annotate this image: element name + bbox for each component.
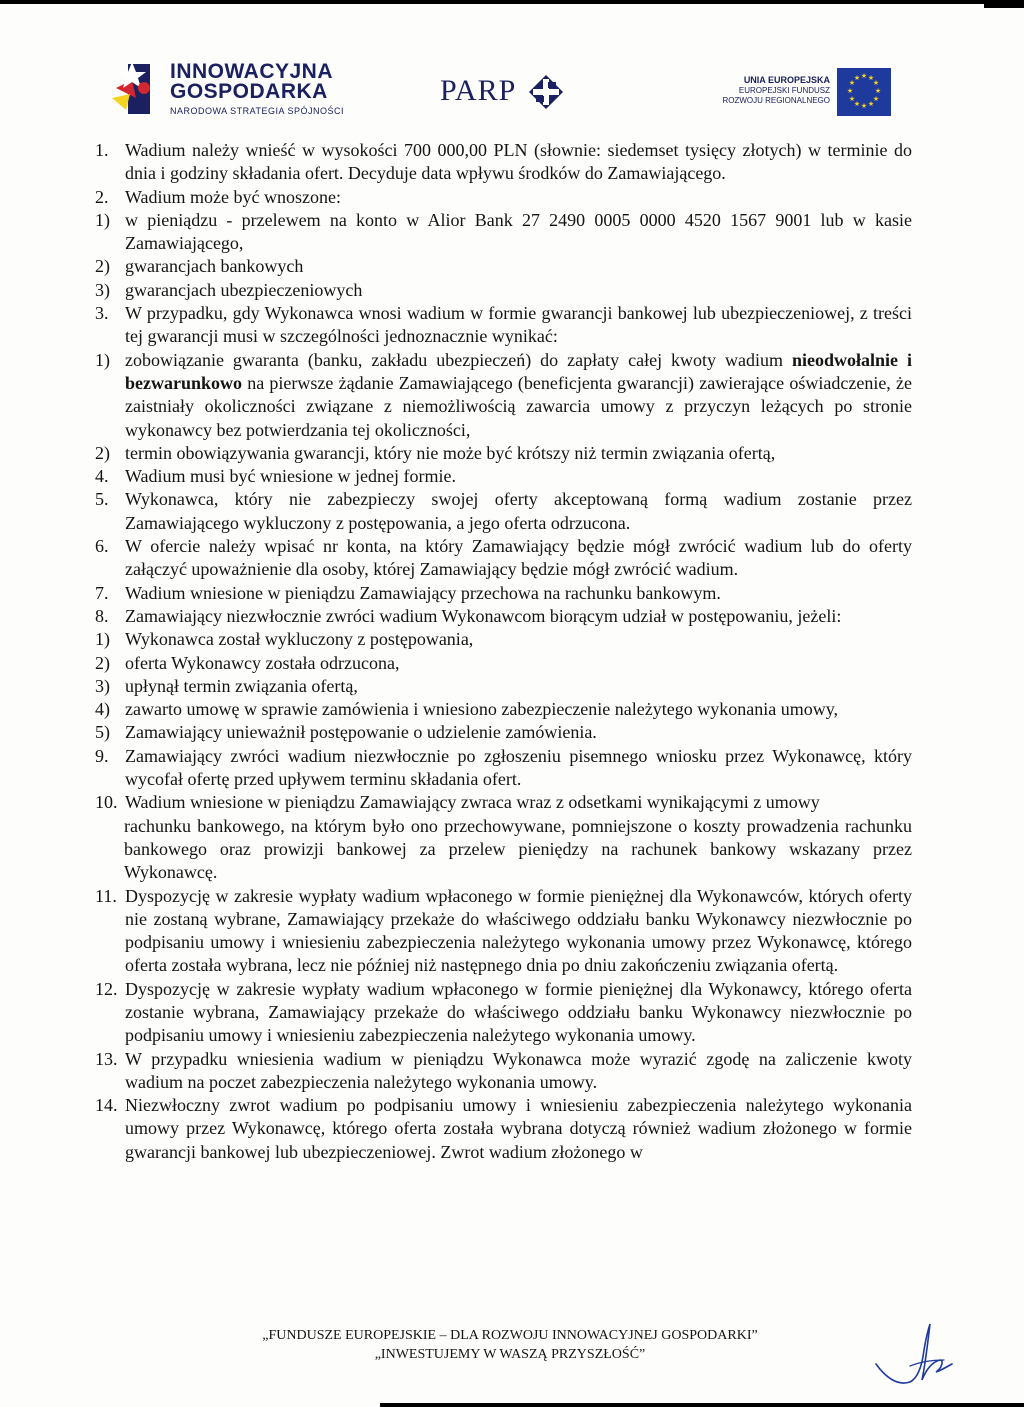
- item-number: 8.: [95, 605, 109, 626]
- item-text: Niezwłoczny zwrot wadium po podpisaniu umowy i wniesieniu zabezpieczenia należytego wykonania umowy przez Wykonawcę, którego oferta została wybrana dotyczą również wadium złożonego w formie gwarancji bankowej lub ubezpieczeniowej. Zwrot wadium złożonego w: [125, 1095, 912, 1162]
- eu-flag-icon: [837, 68, 891, 116]
- document-body: [95, 139, 912, 1164]
- item-text: gwarancjach ubezpieczeniowych: [125, 279, 363, 300]
- svg-text:★: ★: [846, 87, 854, 95]
- item-text: termin obowiązywania gwarancji, który nie może być krótszy niż termin związania ofertą,: [125, 442, 776, 463]
- item-number: 10.: [95, 792, 118, 813]
- scan-top-right-mark: [984, 0, 1024, 8]
- item-number: 2): [95, 256, 110, 277]
- list-item: [95, 675, 912, 698]
- list-item: [95, 209, 912, 256]
- item-number: 2.: [95, 186, 109, 207]
- item-text: Wykonawca został wykluczony z postępowania,: [125, 629, 474, 650]
- innowacyjna-gospodarka-wordmark: [170, 62, 344, 116]
- item-text: Wadium należy wnieść w wysokości 700 000,00 PLN (słownie: siedemset tysięcy złotych) w terminie do dnia i godziny składania ofert. Decyduje data wpływu środków do Zamawiającego.: [125, 140, 912, 184]
- scan-bottom-edge: [380, 1403, 1024, 1407]
- list-item: [95, 255, 912, 278]
- list-item: [95, 721, 912, 744]
- item-number: 1): [95, 209, 110, 230]
- item-number: 5.: [95, 489, 109, 510]
- item-continuation: rachunku bankowego, na którym było ono przechowywane, pomniejszone o koszty prowadzenia rachunku bankowego oraz prowizji bankowej za przelew pieniędzy na rachunek bankowy wskazany przez Wykonawcę.: [124, 815, 912, 883]
- item-text: [125, 349, 912, 442]
- item-text: Wadium wniesione w pieniądzu Zamawiający przechowa na rachunku bankowym.: [125, 582, 721, 603]
- item-text: W ofercie należy wpisać nr konta, na który Zamawiający będzie mógł zwrócić wadium lub do oferty załączyć upoważnienie dla osoby, której Zamawiający będzie mógł zwrócić wadium.: [125, 536, 912, 580]
- list-item: [95, 605, 912, 628]
- svg-text:★: ★: [853, 74, 861, 82]
- eu-line1: UNIA EUROPEJSKA: [743, 75, 830, 85]
- item-number: 3.: [95, 303, 109, 324]
- item-text: w pieniądzu - przelewem na konto w Alior Bank 27 2490 0005 0000 4520 1567 9001 lub w kasie Zamawiającego,: [125, 209, 912, 254]
- list-item: [95, 1094, 912, 1164]
- svg-text:★: ★: [853, 100, 861, 108]
- svg-text:★: ★: [872, 95, 880, 103]
- item-number: 4): [95, 699, 110, 720]
- list-item: [95, 465, 912, 488]
- item-number: 2): [95, 442, 110, 463]
- list-item: [95, 628, 912, 651]
- item-number: 1.: [95, 140, 109, 160]
- list-item: [95, 302, 912, 349]
- list-item: [95, 698, 912, 721]
- svg-text:★: ★: [848, 79, 856, 87]
- list-item: [95, 488, 912, 535]
- item-text-part: zobowiązanie gwaranta (banku, zakładu ubezpieczeń) do zapłaty całej kwoty wadium: [125, 349, 792, 370]
- svg-text:★: ★: [874, 87, 882, 95]
- item-number: 12.: [95, 978, 118, 999]
- item-text: Wadium może być wnoszone:: [125, 186, 341, 207]
- list-item: [95, 745, 912, 792]
- eu-line3: ROZWOJU REGIONALNEGO: [722, 96, 830, 105]
- item-number: 2): [95, 652, 110, 673]
- list-item: [95, 279, 912, 302]
- page-footer: [180, 1326, 840, 1364]
- item-text: W przypadku, gdy Wykonawca wnosi wadium w formie gwarancji bankowej lub ubezpieczeniowej, z treści tej gwarancji musi w szczególności jednoznacznie wynikać:: [125, 303, 912, 347]
- list-item: [95, 1048, 912, 1095]
- svg-text:★: ★: [872, 79, 880, 87]
- item-text-part: na pierwsze żądanie Zamawiającego (beneficjenta gwarancji) zawierające oświadczenie, że zaistniały okoliczności związane z niemożliwością zawarcia umowy z przyczyn leżących po stronie wykonawcy bez potwierdzania tej okoliczności,: [125, 372, 912, 440]
- ig-line1: INNOWACYJNA: [170, 60, 334, 83]
- svg-text:★: ★: [867, 74, 875, 82]
- item-text: W przypadku wniesienia wadium w pieniądzu Wykonawca może wyrazić zgodę na zaliczenie kwoty wadium na poczet zabezpieczenia należytego wykonania umowy.: [125, 1048, 912, 1092]
- list-item: [95, 442, 912, 465]
- item-number: 1): [95, 349, 110, 370]
- signature-icon: [870, 1320, 960, 1400]
- item-number: 11.: [95, 885, 117, 906]
- eu-line2: EUROPEJSKI FUNDUSZ: [738, 86, 830, 95]
- list-item: [95, 139, 912, 186]
- item-number: 3): [95, 675, 110, 696]
- list-item: [95, 791, 912, 814]
- item-text: Wykonawca, który nie zabezpieczy swojej oferty akceptowaną formą wadium zostanie przez Zamawiającego wykluczony z postępowania, a jego oferta odrzucona.: [125, 489, 912, 533]
- item-text: zawarto umowę w sprawie zamówienia i wniesiono zabezpieczenie należytego wykonania umowy,: [125, 699, 839, 720]
- parp-wordmark: PARP: [440, 74, 517, 107]
- item-number: 1): [95, 629, 110, 650]
- svg-text:★: ★: [867, 100, 875, 108]
- eu-fund-label: [700, 75, 830, 106]
- item-text: Wadium musi być wniesione w jednej formie.: [125, 466, 456, 487]
- item-number: 7.: [95, 582, 109, 603]
- item-number: 3): [95, 279, 110, 300]
- item-number: 6.: [95, 536, 109, 557]
- item-text: Dyspozycję w zakresie wypłaty wadium wpłaconego w formie pieniężnej dla Wykonawców, których oferty nie zostaną wybrane, Zamawiający przekaże do właściwego oddziału banku Wykonawcy niezwłocznie po podpisaniu umowy i wniesieniu zabezpieczenia należytego wykonania umowy przez Wykonawcę, którego oferta została wybrana, lecz nie później niż następnego dnia po dniu zakończeniu związania ofertą.: [125, 885, 912, 976]
- parp-diamond-icon: [528, 74, 564, 110]
- item-text: Dyspozycję w zakresie wypłaty wadium wpłaconego w formie pieniężnej dla Wykonawcy, którego oferta zostanie wybrana, Zamawiający przekaże do właściwego oddziału banku Wykonawcy niezwłocznie po podpisaniu umowy i wniesieniu zabezpieczenia należytego wykonania umowy.: [125, 978, 912, 1046]
- footer-line2: „INWESTUJEMY W WASZĄ PRZYSZŁOŚĆ”: [374, 1347, 646, 1362]
- item-text: oferta Wykonawcy została odrzucona,: [125, 652, 400, 673]
- list-item: [95, 978, 912, 1048]
- list-item: [95, 349, 912, 442]
- list-item: [95, 652, 912, 675]
- item-number: 4.: [95, 466, 109, 487]
- ig-line2: GOSPODARKA: [170, 80, 328, 103]
- item-text: Zamawiający unieważnił postępowanie o udzielenie zamówienia.: [125, 722, 597, 743]
- list-item: [95, 885, 912, 978]
- item-text-bold: nieodwołalnie i bezwarunkowo: [125, 349, 912, 393]
- scan-top-edge: [0, 0, 1024, 4]
- item-number: 13.: [95, 1048, 118, 1069]
- item-text: Zamawiający niezwłocznie zwróci wadium Wykonawcom biorącym udział w postępowaniu, jeżeli:: [125, 605, 842, 626]
- footer-line1: „FUNDUSZE EUROPEJSKIE – DLA ROZWOJU INNOWACYJNEJ GOSPODARKI”: [262, 1328, 758, 1343]
- item-number: 5): [95, 722, 110, 743]
- item-text: Zamawiający zwróci wadium niezwłocznie po zgłoszeniu pisemnego wniosku przez Wykonawcę, który wycofał ofertę przed upływem terminu składania ofert.: [125, 745, 912, 790]
- svg-text:★: ★: [860, 72, 868, 80]
- item-number: 14.: [95, 1095, 118, 1116]
- item-text: gwarancjach bankowych: [125, 256, 304, 277]
- list-item: [95, 582, 912, 605]
- ig-subtitle: NARODOWA STRATEGIA SPÓJNOŚCI: [170, 106, 345, 116]
- item-text: Wadium wniesione w pieniądzu Zamawiający zwraca wraz z odsetkami wynikającymi z umowy: [125, 792, 820, 813]
- page-header: [110, 58, 890, 120]
- svg-text:★: ★: [848, 95, 856, 103]
- list-item: [95, 186, 912, 209]
- svg-text:★: ★: [860, 102, 868, 110]
- innowacyjna-gospodarka-logo-icon: [110, 58, 160, 118]
- item-number: 9.: [95, 745, 109, 766]
- list-item: [95, 535, 912, 582]
- item-text: upłynął termin związania ofertą,: [125, 675, 358, 696]
